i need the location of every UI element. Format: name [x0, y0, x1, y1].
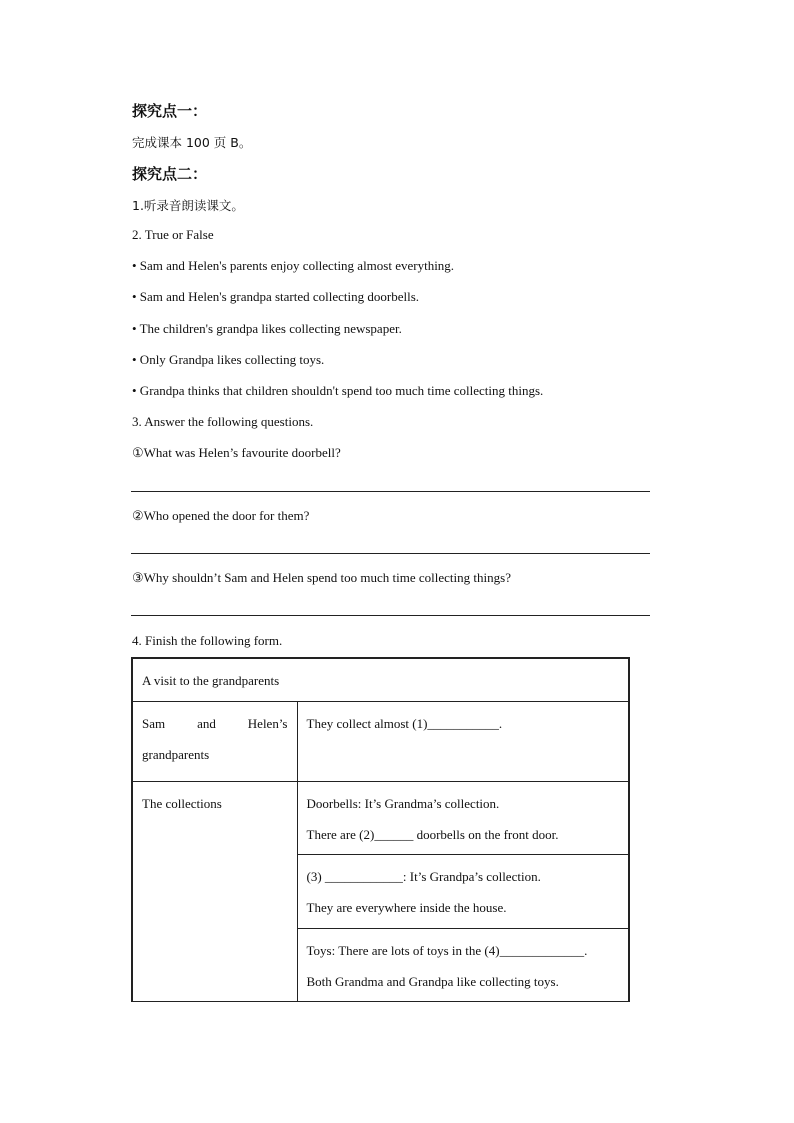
- listen-read-instruction: 1.听录音朗读课文。: [132, 198, 244, 213]
- grandparents-collect-cell: They collect almost (1)___________.: [297, 701, 629, 781]
- label-word: Helen’s: [247, 715, 288, 731]
- form-title: A visit to the grandparents: [132, 658, 629, 701]
- collections-label: The collections: [132, 781, 297, 1001]
- grandpa-collection-cell: [297, 854, 629, 928]
- answer-line-2: [131, 553, 650, 554]
- form-row-label: [132, 701, 297, 781]
- section2-heading: 探究点二：: [132, 165, 208, 183]
- question-3: ③Why shouldn’t Sam and Helen spend too much time collecting things?: [132, 570, 511, 585]
- finish-form-heading: 4. Finish the following form.: [132, 633, 283, 648]
- tf-statement: • Sam and Helen's grandpa started collecting doorbells.: [132, 289, 420, 304]
- true-false-heading: 2. True or False: [132, 227, 214, 242]
- section1-heading: 探究点一：: [132, 102, 208, 120]
- section1-text: 完成课本 100 页 B。: [132, 135, 252, 150]
- toys-line2: Both Grandma and Grandpa like collecting toys.: [306, 973, 559, 989]
- grandpa-collection-line1: (3) ____________: It’s Grandpa’s collection.: [306, 868, 541, 884]
- visit-form-table: [131, 657, 630, 1002]
- tf-statement: • The children's grandpa likes collecting newspaper.: [132, 321, 402, 336]
- doorbells-cell: [297, 781, 629, 854]
- toys-line1: Toys: There are lots of toys in the (4)_____________.: [306, 942, 588, 958]
- grandpa-collection-line2: They are everywhere inside the house.: [306, 899, 507, 915]
- grandparents-label-line2: grandparents: [142, 746, 210, 762]
- tf-statement: • Only Grandpa likes collecting toys.: [132, 352, 325, 367]
- answer-line-1: [131, 491, 650, 492]
- question-2: ②Who opened the door for them?: [132, 508, 310, 523]
- tf-statement: • Sam and Helen's parents enjoy collecting almost everything.: [132, 258, 455, 273]
- toys-cell: [297, 928, 629, 1001]
- doorbells-line1: Doorbells: It’s Grandma’s collection.: [306, 795, 500, 811]
- grandparents-label-line1: [142, 708, 288, 739]
- question-1: ①What was Helen’s favourite doorbell?: [132, 445, 341, 460]
- label-word: and: [197, 715, 216, 731]
- answer-questions-heading: 3. Answer the following questions.: [132, 414, 314, 429]
- doorbells-line2: There are (2)______ doorbells on the front door.: [306, 826, 559, 842]
- tf-statement: • Grandpa thinks that children shouldn't spend too much time collecting things.: [132, 383, 544, 398]
- label-word: Sam: [142, 715, 166, 731]
- answer-line-3: [131, 615, 650, 616]
